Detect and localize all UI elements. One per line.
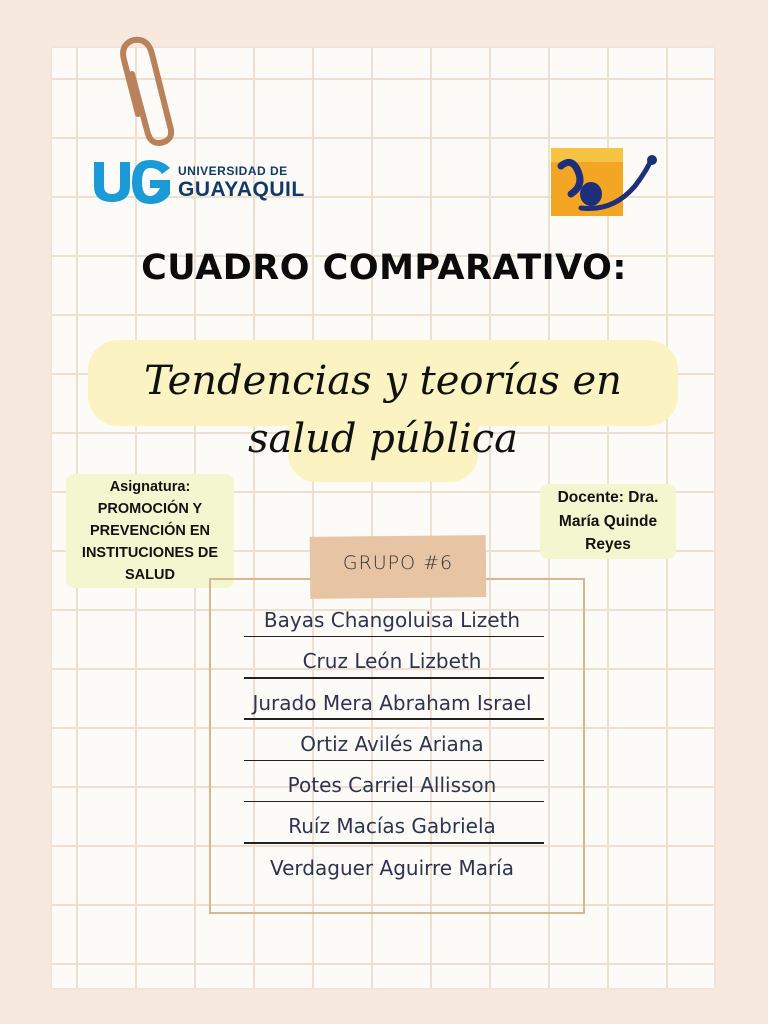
- member-item: [222, 685, 562, 726]
- docente-line: Reyes: [585, 536, 631, 553]
- ug-logo-icon: [90, 158, 172, 206]
- document-subtitle: Tendencias y teorías en salud pública: [144, 358, 622, 462]
- member-item: [222, 726, 562, 767]
- underline: [244, 760, 544, 762]
- member-item: [222, 808, 562, 849]
- member-name: Ruíz Macías Gabriela: [288, 814, 496, 839]
- member-item: [222, 850, 562, 891]
- member-name: Verdaguer Aguirre María: [270, 855, 514, 880]
- docente-badge: [540, 484, 676, 559]
- member-name: Jurado Mera Abraham Israel: [252, 690, 532, 715]
- underline: [244, 677, 544, 679]
- asignatura-label: Asignatura:: [109, 479, 191, 495]
- underline: [244, 636, 544, 638]
- member-name: Cruz León Lizbeth: [302, 649, 482, 674]
- member-item: [222, 643, 562, 684]
- asignatura-line: PREVENCIÓN EN: [89, 523, 211, 539]
- member-item: [222, 602, 562, 643]
- underline: [244, 842, 544, 844]
- institution-logo-icon: [551, 148, 661, 218]
- paperclip-icon: [112, 30, 182, 150]
- asignatura-line: PROMOCIÓN Y: [97, 501, 203, 517]
- group-label: GRUPO #6: [342, 552, 454, 574]
- asignatura-line: SALUD: [125, 567, 175, 583]
- university-name-line1: UNIVERSIDAD DE: [178, 163, 288, 178]
- underline: [244, 718, 544, 720]
- asignatura-badge: [66, 474, 234, 588]
- member-name: Ortiz Avilés Ariana: [300, 731, 484, 756]
- underline: [244, 801, 544, 803]
- asignatura-line: INSTITUCIONES DE: [81, 545, 219, 561]
- member-item: [222, 767, 562, 808]
- member-name: Potes Carriel Allisson: [287, 773, 497, 798]
- university-name-line2: GUAYAQUIL: [178, 177, 305, 201]
- members-list: [222, 602, 562, 891]
- university-logo: [90, 158, 305, 206]
- member-name: Bayas Changoluisa Lizeth: [263, 608, 521, 632]
- document-title: CUADRO COMPARATIVO:: [141, 248, 627, 288]
- docente-line: María Quinde: [558, 512, 658, 530]
- docente-line: Docente: Dra.: [557, 489, 659, 506]
